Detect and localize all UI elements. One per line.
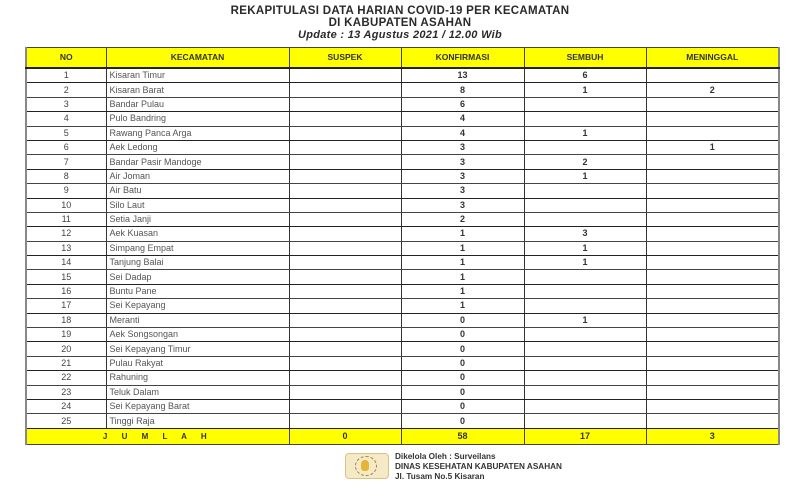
cell-meninggal xyxy=(646,169,779,183)
cell-suspek xyxy=(289,256,401,270)
cell-suspek xyxy=(289,140,401,154)
cell-meninggal xyxy=(646,414,779,428)
table-row xyxy=(26,270,779,284)
table-row xyxy=(26,212,779,226)
cell-no: 14 xyxy=(26,256,106,270)
cell-meninggal xyxy=(646,97,779,111)
total-label: J U M L A H xyxy=(26,428,289,444)
cell-kecamatan: Simpang Empat xyxy=(106,241,289,255)
cell-konfirmasi: 1 xyxy=(401,227,524,241)
cell-no: 1 xyxy=(26,68,106,83)
cell-meninggal xyxy=(646,313,779,327)
cell-konfirmasi: 0 xyxy=(401,414,524,428)
cell-kecamatan: Rahuning xyxy=(106,371,289,385)
cell-no: 6 xyxy=(26,140,106,154)
cell-meninggal xyxy=(646,68,779,83)
cell-konfirmasi: 3 xyxy=(401,184,524,198)
cell-sembuh: 1 xyxy=(524,169,646,183)
cell-no: 3 xyxy=(26,97,106,111)
cell-kecamatan: Bandar Pasir Mandoge xyxy=(106,155,289,169)
footer xyxy=(345,452,562,482)
cell-kecamatan: Aek Ledong xyxy=(106,140,289,154)
cell-sembuh xyxy=(524,342,646,356)
cell-meninggal: 1 xyxy=(646,140,779,154)
cell-konfirmasi: 4 xyxy=(401,126,524,140)
cell-suspek xyxy=(289,328,401,342)
cell-meninggal xyxy=(646,385,779,399)
cell-suspek xyxy=(289,356,401,370)
cell-meninggal xyxy=(646,112,779,126)
table-row xyxy=(26,313,779,327)
cell-sembuh xyxy=(524,414,646,428)
cell-no: 4 xyxy=(26,112,106,126)
cell-meninggal xyxy=(646,371,779,385)
cell-sembuh xyxy=(524,328,646,342)
cell-konfirmasi: 1 xyxy=(401,299,524,313)
cell-sembuh: 3 xyxy=(524,227,646,241)
dinas-kesehatan-logo-icon xyxy=(345,453,389,479)
total-row xyxy=(26,428,779,444)
column-header-no: NO xyxy=(26,48,106,69)
table-row xyxy=(26,68,779,83)
cell-suspek xyxy=(289,227,401,241)
cell-suspek xyxy=(289,198,401,212)
cell-no: 12 xyxy=(26,227,106,241)
total-meninggal: 3 xyxy=(646,428,779,444)
cell-konfirmasi: 3 xyxy=(401,169,524,183)
table-row xyxy=(26,356,779,370)
cell-suspek xyxy=(289,313,401,327)
cell-suspek xyxy=(289,241,401,255)
cell-no: 20 xyxy=(26,342,106,356)
cell-no: 17 xyxy=(26,299,106,313)
column-header-suspek: SUSPEK xyxy=(289,48,401,69)
cell-sembuh: 2 xyxy=(524,155,646,169)
cell-suspek xyxy=(289,342,401,356)
cell-sembuh xyxy=(524,356,646,370)
cell-kecamatan: Rawang Panca Arga xyxy=(106,126,289,140)
table-row xyxy=(26,140,779,154)
table-row xyxy=(26,342,779,356)
cell-no: 16 xyxy=(26,284,106,298)
cell-meninggal xyxy=(646,270,779,284)
cell-no: 10 xyxy=(26,198,106,212)
table-row xyxy=(26,112,779,126)
table-row xyxy=(26,155,779,169)
cell-konfirmasi: 3 xyxy=(401,140,524,154)
cell-konfirmasi: 6 xyxy=(401,97,524,111)
cell-konfirmasi: 8 xyxy=(401,83,524,97)
cell-sembuh: 1 xyxy=(524,256,646,270)
cell-meninggal xyxy=(646,126,779,140)
table-row xyxy=(26,399,779,413)
table-row xyxy=(26,385,779,399)
cell-no: 18 xyxy=(26,313,106,327)
cell-no: 7 xyxy=(26,155,106,169)
cell-suspek xyxy=(289,155,401,169)
cell-no: 13 xyxy=(26,241,106,255)
footer-agency: DINAS KESEHATAN KABUPATEN ASAHAN xyxy=(395,462,562,471)
cell-meninggal xyxy=(646,184,779,198)
table-row xyxy=(26,126,779,140)
cell-kecamatan: Aek Kuasan xyxy=(106,227,289,241)
cell-no: 25 xyxy=(26,414,106,428)
cell-sembuh xyxy=(524,299,646,313)
cell-sembuh: 1 xyxy=(524,241,646,255)
cell-kecamatan: Bandar Pulau xyxy=(106,97,289,111)
cell-konfirmasi: 3 xyxy=(401,155,524,169)
column-header-sembuh: SEMBUH xyxy=(524,48,646,69)
table-row xyxy=(26,414,779,428)
cell-kecamatan: Meranti xyxy=(106,313,289,327)
cell-suspek xyxy=(289,284,401,298)
cell-meninggal xyxy=(646,198,779,212)
cell-kecamatan: Tanjung Balai xyxy=(106,256,289,270)
cell-meninggal xyxy=(646,155,779,169)
cell-meninggal xyxy=(646,284,779,298)
cell-konfirmasi: 0 xyxy=(401,385,524,399)
table-row xyxy=(26,169,779,183)
table-row xyxy=(26,371,779,385)
cell-meninggal xyxy=(646,328,779,342)
cell-no: 24 xyxy=(26,399,106,413)
total-sembuh: 17 xyxy=(524,428,646,444)
table-row xyxy=(26,97,779,111)
update-timestamp: Update : 13 Agustus 2021 / 12.00 Wib xyxy=(297,29,503,41)
cell-no: 5 xyxy=(26,126,106,140)
cell-suspek xyxy=(289,299,401,313)
cell-sembuh xyxy=(524,385,646,399)
cell-sembuh xyxy=(524,97,646,111)
cell-no: 19 xyxy=(26,328,106,342)
cell-sembuh xyxy=(524,284,646,298)
cell-suspek xyxy=(289,270,401,284)
cell-suspek xyxy=(289,126,401,140)
cell-suspek xyxy=(289,97,401,111)
cell-kecamatan: Tinggi Raja xyxy=(106,414,289,428)
cell-no: 11 xyxy=(26,212,106,226)
table-row xyxy=(26,83,779,97)
cell-meninggal: 2 xyxy=(646,83,779,97)
cell-kecamatan: Sei Dadap xyxy=(106,270,289,284)
footer-address: Jl. Tusam No.5 Kisaran xyxy=(395,472,485,481)
cell-meninggal xyxy=(646,342,779,356)
table-row xyxy=(26,256,779,270)
table-header-row xyxy=(26,48,779,69)
cell-kecamatan: Aek Songsongan xyxy=(106,328,289,342)
cell-kecamatan: Pulau Rakyat xyxy=(106,356,289,370)
cell-suspek xyxy=(289,212,401,226)
cell-konfirmasi: 0 xyxy=(401,356,524,370)
cell-konfirmasi: 1 xyxy=(401,241,524,255)
cell-sembuh: 1 xyxy=(524,126,646,140)
cell-kecamatan: Pulo Bandring xyxy=(106,112,289,126)
covid-recap-table xyxy=(25,47,780,445)
cell-kecamatan: Sei Kepayang Timur xyxy=(106,342,289,356)
cell-sembuh xyxy=(524,270,646,284)
cell-kecamatan: Buntu Pane xyxy=(106,284,289,298)
table-row xyxy=(26,328,779,342)
total-suspek: 0 xyxy=(289,428,401,444)
cell-suspek xyxy=(289,414,401,428)
cell-konfirmasi: 1 xyxy=(401,256,524,270)
cell-konfirmasi: 1 xyxy=(401,284,524,298)
cell-sembuh: 6 xyxy=(524,68,646,83)
cell-suspek xyxy=(289,184,401,198)
cell-kecamatan: Air Batu xyxy=(106,184,289,198)
cell-kecamatan: Silo Laut xyxy=(106,198,289,212)
cell-suspek xyxy=(289,68,401,83)
cell-no: 9 xyxy=(26,184,106,198)
cell-no: 22 xyxy=(26,371,106,385)
table-row xyxy=(26,184,779,198)
cell-konfirmasi: 0 xyxy=(401,399,524,413)
cell-suspek xyxy=(289,169,401,183)
cell-kecamatan: Air Joman xyxy=(106,169,289,183)
cell-konfirmasi: 0 xyxy=(401,342,524,356)
cell-kecamatan: Sei Kepayang xyxy=(106,299,289,313)
cell-meninggal xyxy=(646,256,779,270)
cell-konfirmasi: 4 xyxy=(401,112,524,126)
cell-kecamatan: Kisaran Timur xyxy=(106,68,289,83)
table-row xyxy=(26,241,779,255)
cell-no: 21 xyxy=(26,356,106,370)
cell-sembuh xyxy=(524,198,646,212)
cell-sembuh xyxy=(524,399,646,413)
column-header-kecamatan: KECAMATAN xyxy=(106,48,289,69)
cell-konfirmasi: 3 xyxy=(401,198,524,212)
cell-sembuh xyxy=(524,184,646,198)
table-row xyxy=(26,284,779,298)
cell-konfirmasi: 1 xyxy=(401,270,524,284)
cell-konfirmasi: 2 xyxy=(401,212,524,226)
cell-no: 2 xyxy=(26,83,106,97)
report-title: REKAPITULASI DATA HARIAN COVID-19 PER KECAMATAN xyxy=(230,5,570,17)
cell-sembuh: 1 xyxy=(524,313,646,327)
cell-meninggal xyxy=(646,299,779,313)
cell-sembuh xyxy=(524,371,646,385)
cell-sembuh xyxy=(524,212,646,226)
cell-no: 15 xyxy=(26,270,106,284)
cell-sembuh xyxy=(524,140,646,154)
column-header-konfirmasi: KONFIRMASI xyxy=(401,48,524,69)
cell-kecamatan: Teluk Dalam xyxy=(106,385,289,399)
cell-kecamatan: Setia Janji xyxy=(106,212,289,226)
cell-kecamatan: Kisaran Barat xyxy=(106,83,289,97)
cell-konfirmasi: 13 xyxy=(401,68,524,83)
cell-suspek xyxy=(289,399,401,413)
table-row xyxy=(26,198,779,212)
cell-meninggal xyxy=(646,241,779,255)
cell-no: 8 xyxy=(26,169,106,183)
cell-meninggal xyxy=(646,356,779,370)
cell-meninggal xyxy=(646,399,779,413)
cell-no: 23 xyxy=(26,385,106,399)
table-row xyxy=(26,227,779,241)
cell-konfirmasi: 0 xyxy=(401,328,524,342)
cell-sembuh xyxy=(524,112,646,126)
cell-konfirmasi: 0 xyxy=(401,313,524,327)
cell-suspek xyxy=(289,112,401,126)
table-row xyxy=(26,299,779,313)
cell-kecamatan: Sei Kepayang Barat xyxy=(106,399,289,413)
report-subtitle: DI KABUPATEN ASAHAN xyxy=(328,17,472,29)
cell-sembuh: 1 xyxy=(524,83,646,97)
column-header-meninggal: MENINGGAL xyxy=(646,48,779,69)
footer-managed-by: Dikelola Oleh : Surveilans xyxy=(395,452,496,461)
cell-meninggal xyxy=(646,227,779,241)
cell-suspek xyxy=(289,371,401,385)
cell-konfirmasi: 0 xyxy=(401,371,524,385)
cell-suspek xyxy=(289,385,401,399)
total-konfirmasi: 58 xyxy=(401,428,524,444)
cell-meninggal xyxy=(646,212,779,226)
cell-suspek xyxy=(289,83,401,97)
